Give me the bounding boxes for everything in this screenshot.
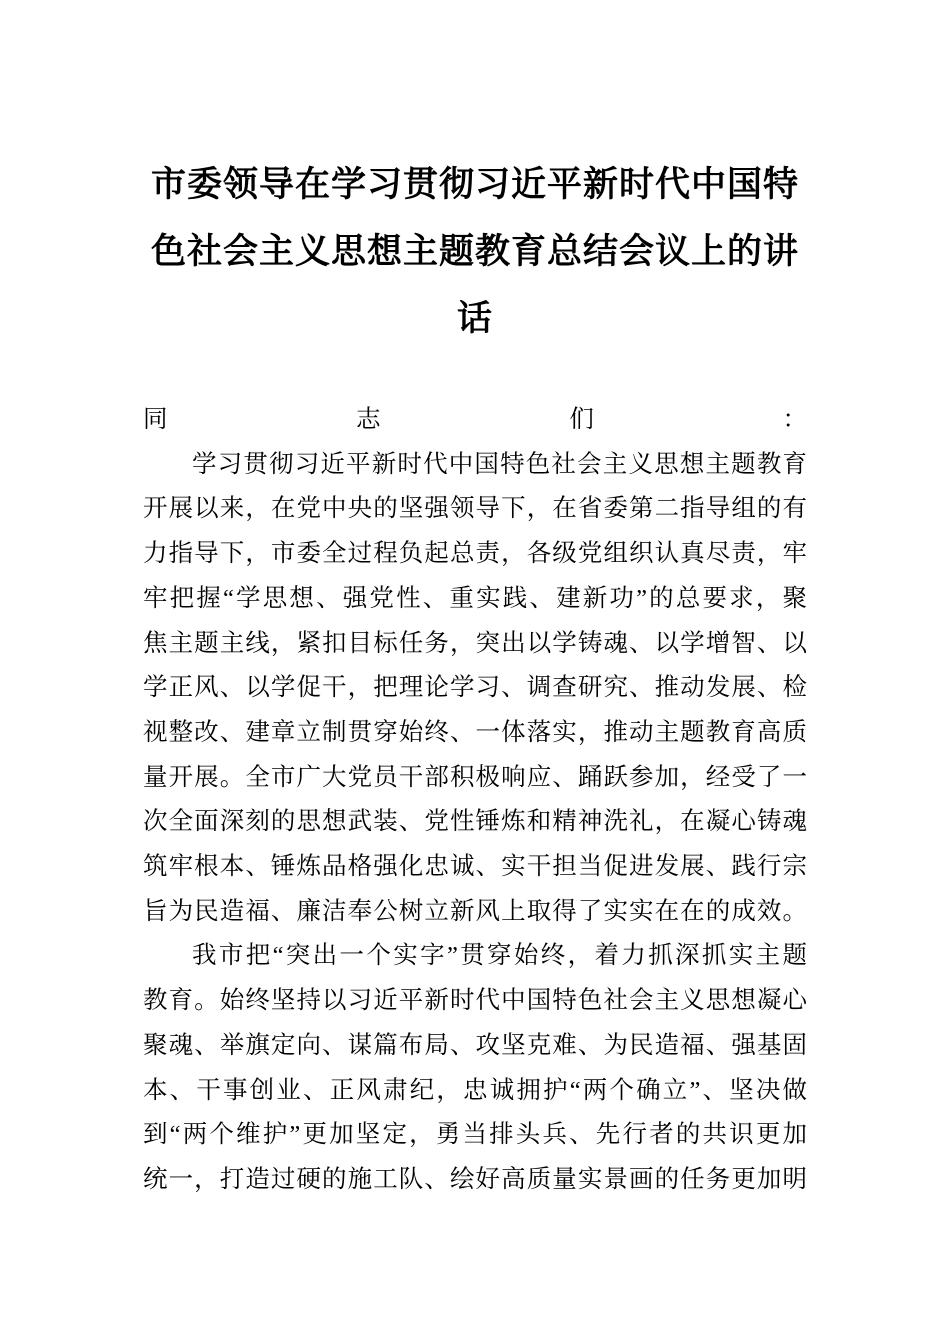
body-line: 学习贯彻习近平新时代中国特色社会主义思想主题教育 bbox=[192, 450, 807, 478]
body-line: 旨为民造福、廉洁奉公树立新风上取得了实实在在的成效。 bbox=[143, 897, 807, 925]
body-line: 到“两个维护”更加坚定，勇当排头兵、先行者的共识更加 bbox=[143, 1121, 807, 1149]
body-line: 焦主题主线，紧扣目标任务，突出以学铸魂、以学增智、以 bbox=[143, 629, 807, 657]
title-line: 色社会主义思想主题教育总结会议上的讲 bbox=[150, 232, 799, 271]
document-title bbox=[143, 151, 807, 352]
body-line: 视整改、建章立制贯穿始终、一体落实，推动主题教育高质 bbox=[143, 718, 807, 746]
body-line: 牢把握“学思想、强党性、重实践、建新功”的总要求，聚 bbox=[143, 584, 807, 612]
salutation: 同志们： bbox=[143, 406, 807, 433]
body-line: 开展以来，在党中央的坚强领导下，在省委第二指导组的有 bbox=[143, 495, 807, 523]
document-body bbox=[143, 398, 807, 1203]
paragraph bbox=[143, 443, 807, 935]
body-line: 我市把“突出一个实字”贯穿始终，着力抓深抓实主题 bbox=[192, 942, 807, 970]
body-line: 量开展。全市广大党员干部积极响应、踊跃参加，经受了一 bbox=[143, 763, 807, 791]
body-line: 统一，打造过硬的施工队、绘好高质量实景画的任务更加明 bbox=[143, 1165, 807, 1193]
body-line: 聚魂、举旗定向、谋篇布局、攻坚克难、为民造福、强基固 bbox=[143, 1031, 807, 1059]
body-line: 教育。始终坚持以习近平新时代中国特色社会主义思想凝心 bbox=[143, 987, 807, 1015]
paragraph bbox=[143, 934, 807, 1202]
body-line: 次全面深刻的思想武装、党性锤炼和精神洗礼，在凝心铸魂 bbox=[143, 808, 807, 836]
title-line: 话 bbox=[456, 299, 493, 338]
body-line: 力指导下，市委全过程负起总责，各级党组织认真尽责，牢 bbox=[143, 540, 807, 568]
title-line: 市委领导在学习贯彻习近平新时代中国特 bbox=[150, 165, 799, 204]
body-line: 本、干事创业、正风肃纪，忠诚拥护“两个确立”、坚决做 bbox=[143, 1076, 807, 1104]
body-line: 筑牢根本、锤炼品格强化忠诚、实干担当促进发展、践行宗 bbox=[143, 853, 807, 881]
body-line: 学正风、以学促干，把理论学习、调查研究、推动发展、检 bbox=[143, 674, 807, 702]
